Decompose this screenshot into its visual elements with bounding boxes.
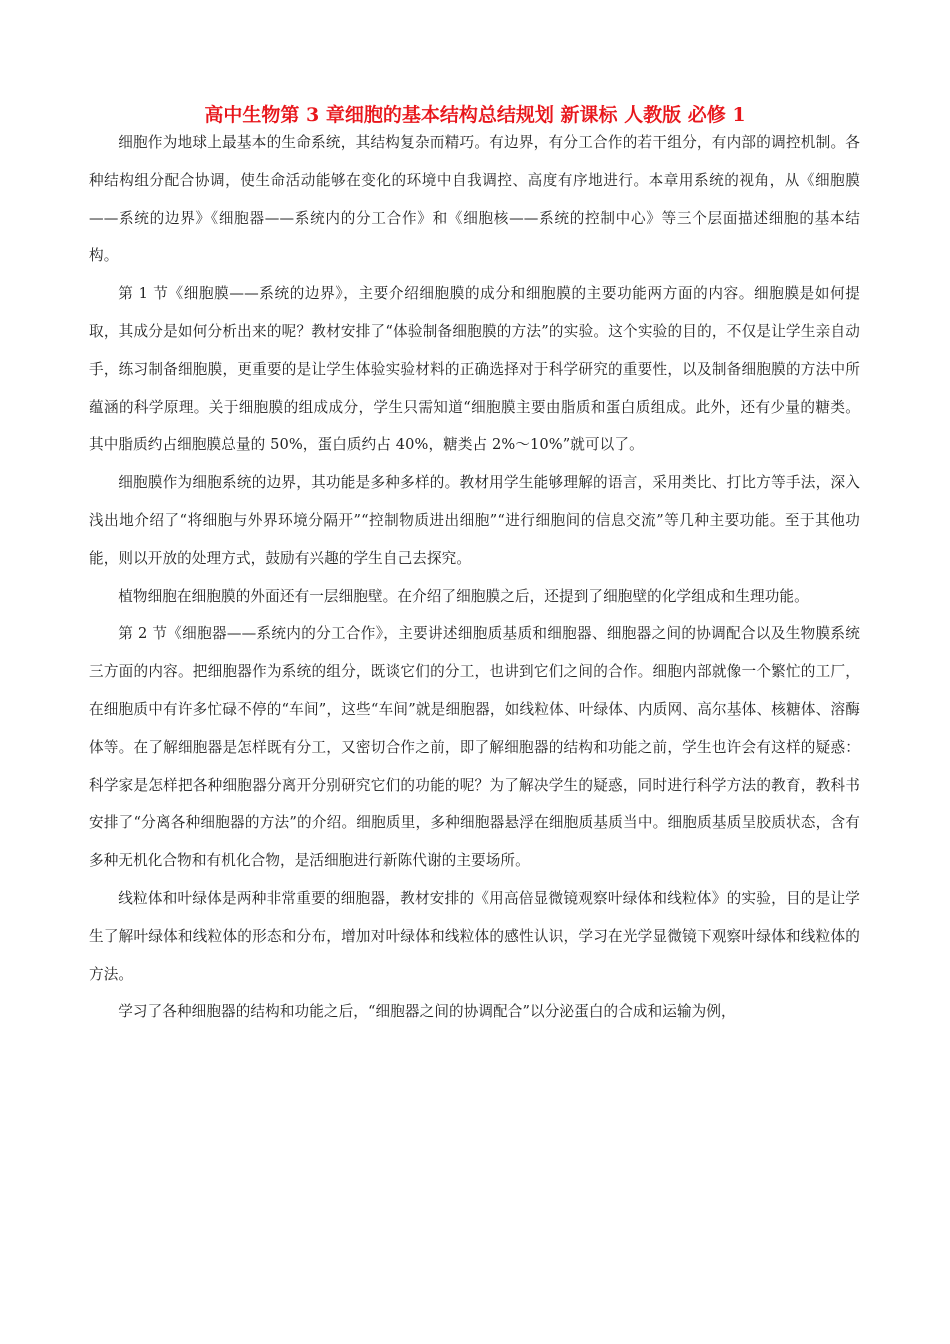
paragraph: 植物细胞在细胞膜的外面还有一层细胞壁。在介绍了细胞膜之后，还提到了细胞壁的化学组成和生理功能。 bbox=[118, 587, 809, 605]
paragraph: 第 1 节《细胞膜——系统的边界》，主要介绍细胞膜的成分和细胞膜的主要功能两方面的内容。细胞膜是如何提取，其成分是如何分析出来的呢？教材安排了“体验制备细胞膜的方法”的实验。这个实验的目的，不仅是让学生亲自动手，练习制备细胞膜，更重要的是让学生体验实验材料的正确选择对于科学研究的重要性，以及制备细胞膜的方法中所蕴涵的科学原理。关于细胞膜的组成成分，学生只需知道“细胞膜主要由脂质和蛋白质组成。此外，还有少量的糖类。其中脂质约占细胞膜总量的 50%，蛋白质约占 40%，糖类占 2%～10%”就可以了。 bbox=[89, 285, 860, 454]
paragraph: 细胞膜作为细胞系统的边界，其功能是多种多样的。教材用学生能够理解的语言，采用类比、打比方等手法，深入浅出地介绍了“将细胞与外界环境分隔开”“控制物质进出细胞”“进行细胞间的信息交流”等几种主要功能。至于其他功能，则以开放的处理方式，鼓励有兴趣的学生自己去探究。 bbox=[89, 474, 860, 567]
paragraph: 细胞作为地球上最基本的生命系统，其结构复杂而精巧。有边界，有分工合作的若干组分，有内部的调控机制。各种结构组分配合协调，使生命活动能够在变化的环境中自我调控、高度有序地进行。本章用系统的视角，从《细胞膜——系统的边界》《细胞器——系统内的分工合作》和《细胞核——系统的控制中心》等三个层面描述细胞的基本结构。 bbox=[89, 134, 860, 265]
document-title: 高中生物第 3 章细胞的基本结构总结规划 新课标 人教版 必修 1 bbox=[204, 104, 746, 126]
paragraph: 学习了各种细胞器的结构和功能之后，“细胞器之间的协调配合”以分泌蛋白的合成和运输为例， bbox=[118, 1003, 736, 1021]
paragraph: 第 2 节《细胞器——系统内的分工合作》，主要讲述细胞质基质和细胞器、细胞器之间的协调配合以及生物膜系统三方面的内容。把细胞器作为系统的组分，既谈它们的分工，也讲到它们之间的合作。细胞内部就像一个繁忙的工厂，在细胞质中有许多忙碌不停的“车间”，这些“车间”就是细胞器，如线粒体、叶绿体、内质网、高尔基体、核糖体、溶酶体等。在了解细胞器是怎样既有分工，又密切合作之前，即了解细胞器的结构和功能之前，学生也许会有这样的疑惑：科学家是怎样把各种细胞器分离开分别研究它们的功能的呢？为了解决学生的疑惑，同时进行科学方法的教育，教科书安排了“分离各种细胞器的方法”的介绍。细胞质里，多种细胞器悬浮在细胞质基质当中。细胞质基质呈胶质状态，含有多种无机化合物和有机化合物，是活细胞进行新陈代谢的主要场所。 bbox=[89, 625, 860, 870]
paragraph: 线粒体和叶绿体是两种非常重要的细胞器，教材安排的《用高倍显微镜观察叶绿体和线粒体》的实验，目的是让学生了解叶绿体和线粒体的形态和分布，增加对叶绿体和线粒体的感性认识，学习在光学显微镜下观察叶绿体和线粒体的方法。 bbox=[89, 889, 860, 983]
document-body bbox=[89, 124, 860, 1031]
